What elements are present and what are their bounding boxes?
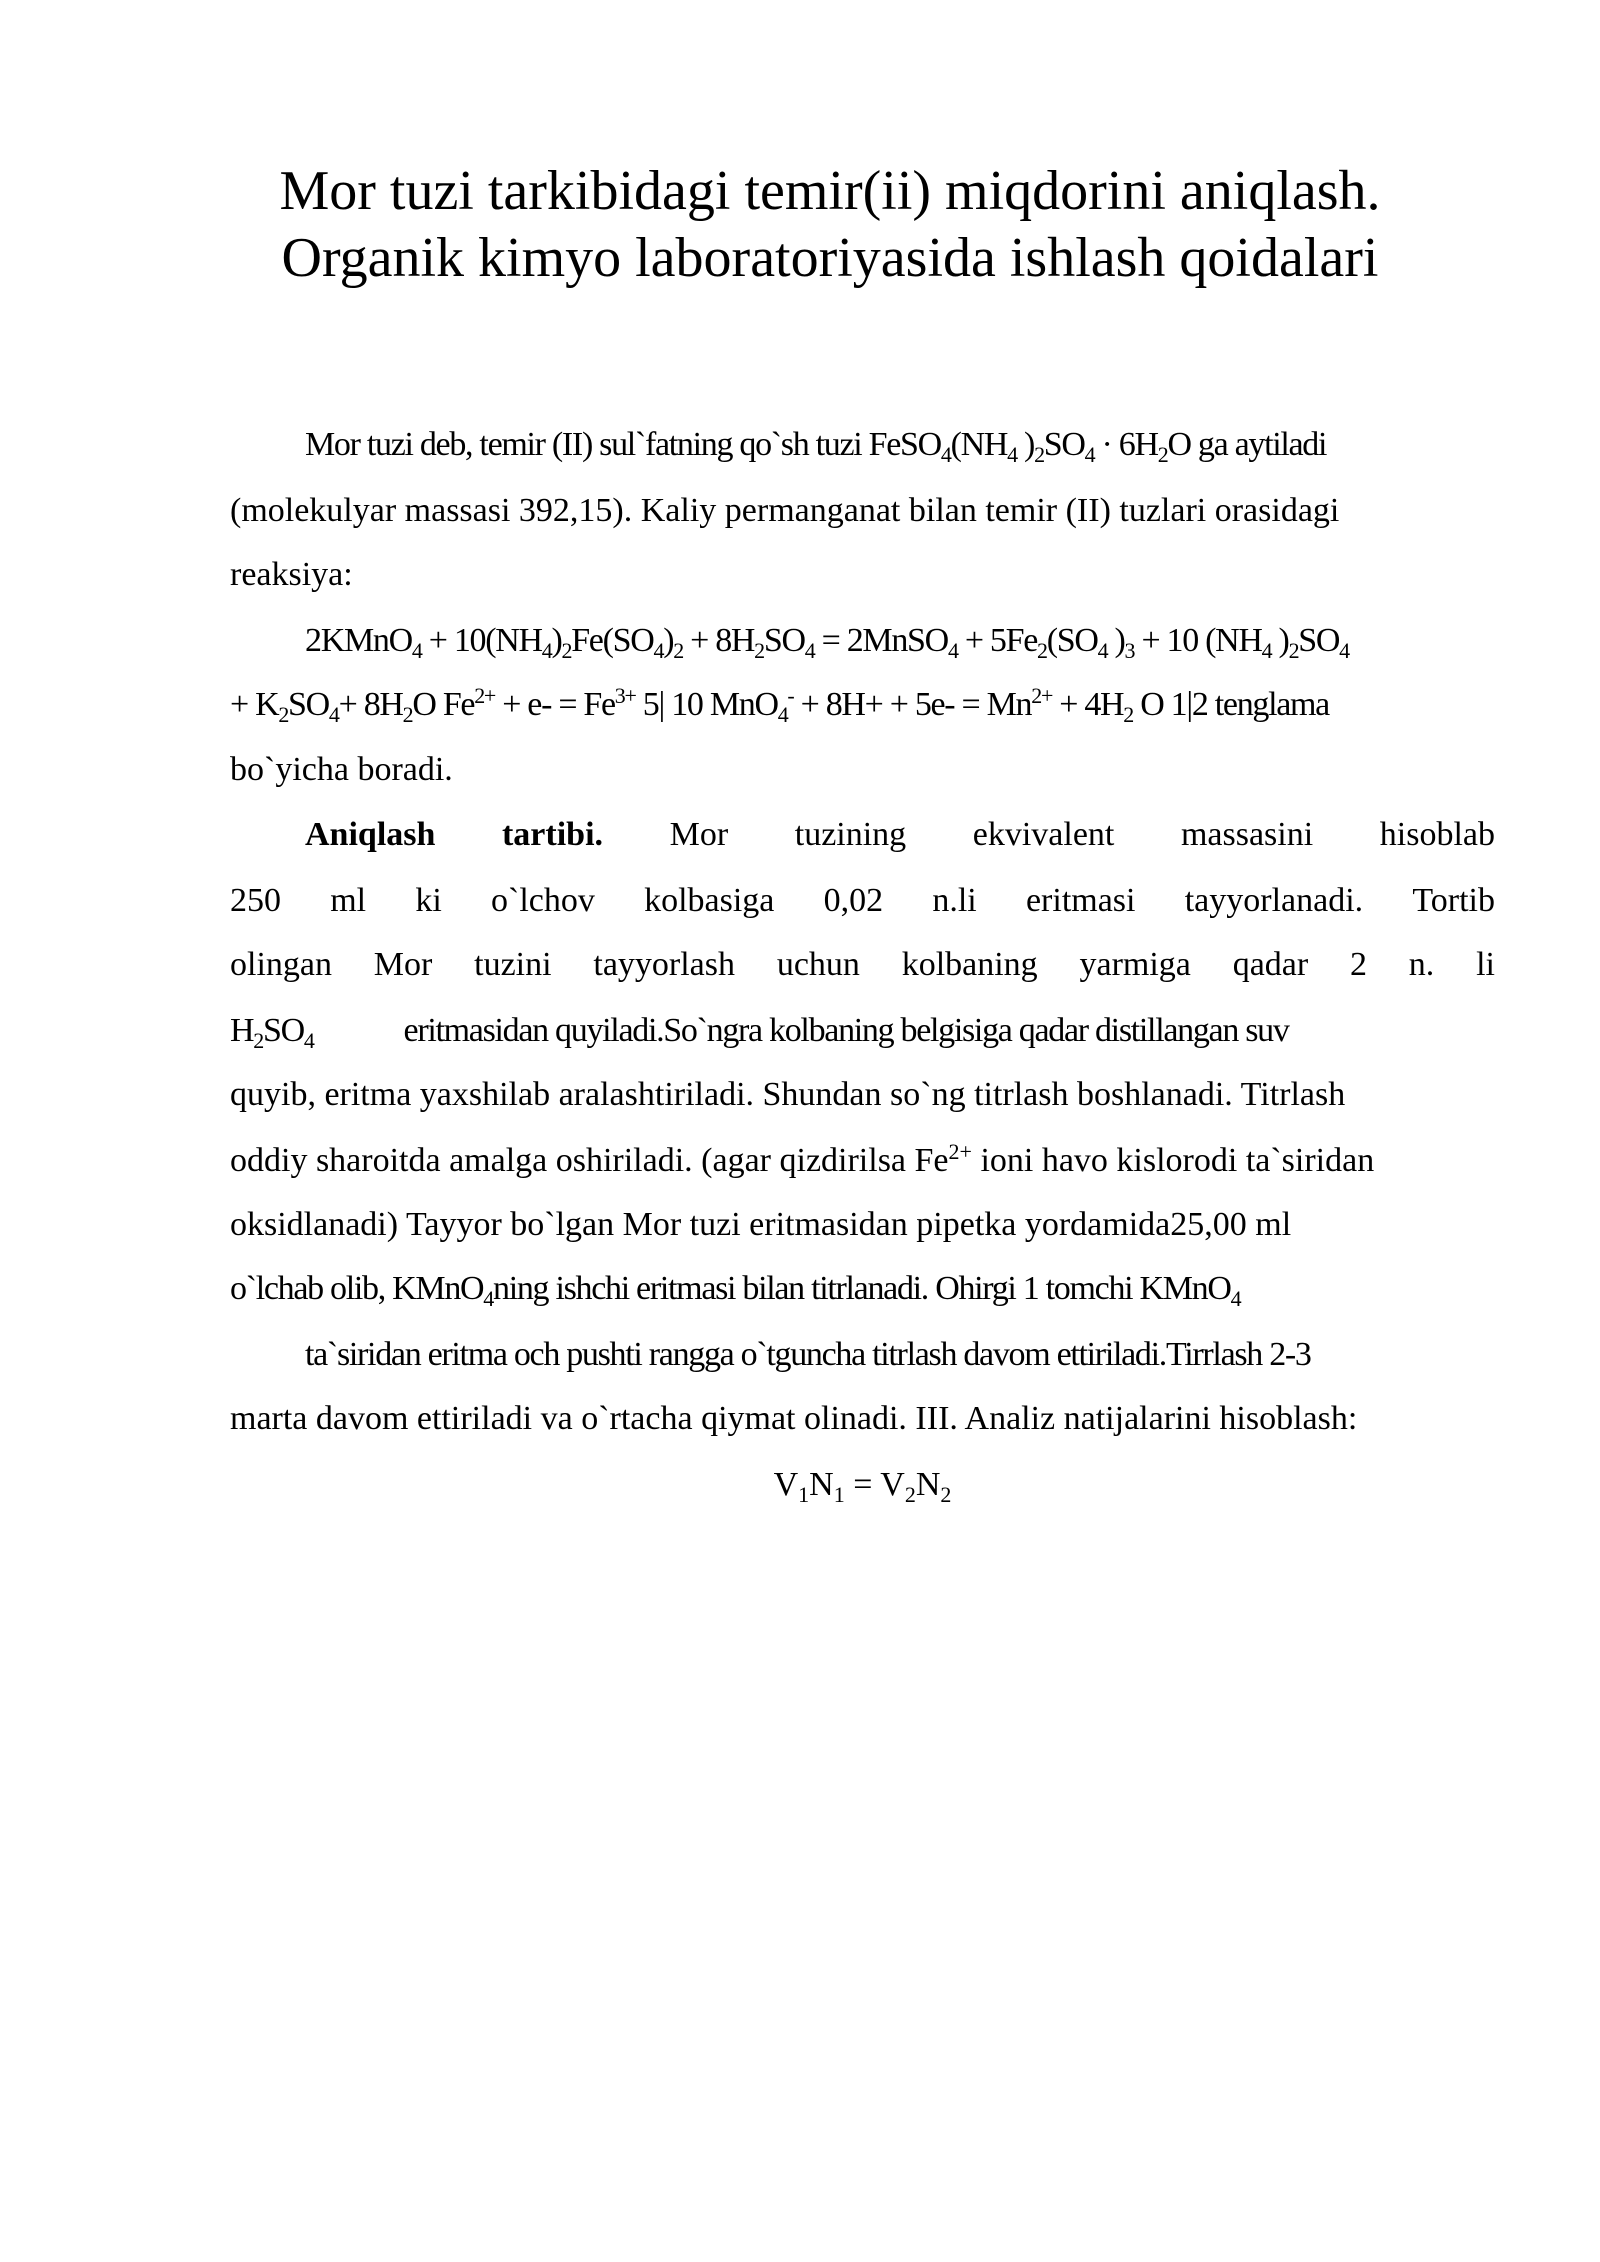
procedure-line-8: o`lchab olib, KMnO$_4$ning ishchi eritmasi bilan titrlanadi. Ohirgi 1 tomchi KMnO$_4$ bbox=[230, 1270, 1241, 1311]
procedure-line-4: $H_2SO_4$ eritmasidan quyiladi.So`ngra kolbaning belgisiga qadar distillangan suv bbox=[230, 1012, 1289, 1053]
paragraph-1-line-3: reaksiya: bbox=[230, 556, 353, 593]
reaction-equation-line-1: 2KMnO$_4$ + $10(NH_4)_2Fe(SO_4)_2 + 8H_2SO_4$ = 2MnSO$_4$ + $5Fe_2(SO_4$ )$_3 + 10$ ($NH_4$ )$_2SO_4$ bbox=[305, 622, 1349, 663]
procedure-line-3: olingan Mor tuzini tayyorlash uchun kolbaning yarmiga qadar 2 n. li bbox=[230, 946, 1495, 983]
calculation-formula: $V_1N_1 = V_2N_2$ bbox=[773, 1466, 952, 1507]
paragraph-1-line-2: (molekulyar massasi 392,15). Kaliy permanganat bilan temir (II) tuzlari orasidagi bbox=[230, 492, 1340, 529]
procedure-line-6: oddiy sharoitda amalga oshiriladi. (agar qizdirilsa $Fe^{2+}$ ioni havo kislorodi ta`siridan bbox=[230, 1139, 1375, 1179]
procedure-line-9: ta`siridan eritma och pushti rangga o`tguncha titrlash davom ettiriladi.Tirrlash 2-3 bbox=[305, 1336, 1311, 1373]
procedure-line-10: marta davom ettiriladi va o`rtacha qiymat olinadi. III. Analiz natijalarini hisoblash: bbox=[230, 1400, 1358, 1437]
reaction-equation-line-3: bo`yicha boradi. bbox=[230, 751, 453, 788]
procedure-line-7: oksidlanadi) Tayyor bo`lgan Mor tuzi eritmasidan pipetka yordamida25,00 ml bbox=[230, 1206, 1292, 1243]
reaction-equation-line-2: + $K_2SO_4+ 8H_2O$ $Fe^{2+} + e- = Fe^{3+}$ 5| 10 $MnO_4^- + 8H+ + 5e- = Mn^{2+} + 4H_2$ O 1|2 tenglama bbox=[230, 683, 1329, 727]
title-line-2: Organik kimyo laboratoriyasida ishlash qoidalari bbox=[281, 227, 1379, 290]
title-line-1: Mor tuzi tarkibidagi temir(ii) miqdorini aniqlash. bbox=[279, 160, 1381, 222]
procedure-line-5: quyib, eritma yaxshilab aralashtiriladi. Shundan so`ng titrlash boshlanadi. Titrlash bbox=[230, 1076, 1346, 1113]
procedure-line-2: 250 ml ki o`lchov kolbasiga 0,02 n.li eritmasi tayyorlanadi. Tortib bbox=[230, 882, 1495, 919]
procedure-line-1: Aniqlash tartibi. Mor tuzining ekvivalent massasini hisoblab bbox=[305, 816, 1495, 853]
page-title bbox=[230, 158, 1430, 292]
paragraph-1-line-1: Mor tuzi deb, temir (II) sul`fatning qo`sh tuzi $FeSO_4(NH_4$ )$_2SO_4 \cdot 6H_2O$ ga aytiladi bbox=[305, 426, 1327, 467]
